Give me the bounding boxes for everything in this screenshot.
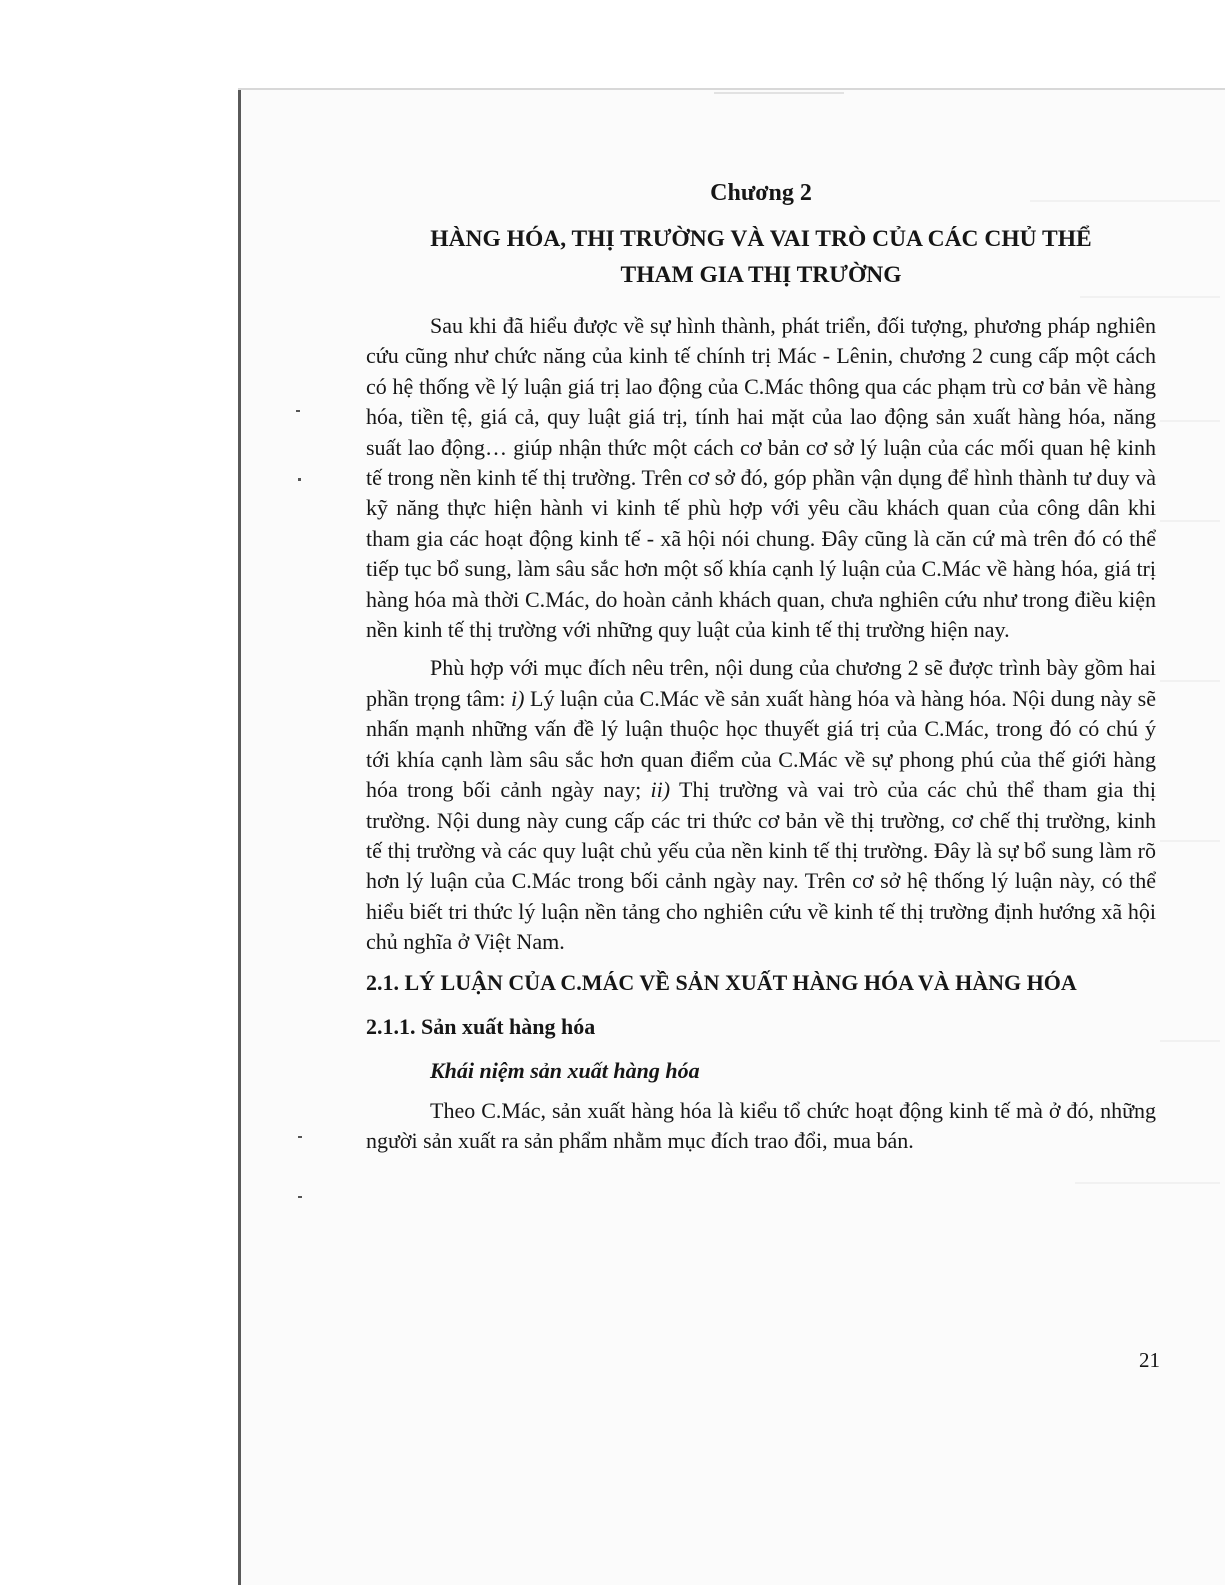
paragraph-text: Thị trường và vai trò của các chủ thể tham gia thị trường. Nội dung này cung cấp các tri thức cơ bản về thị trường, cơ chế thị trường, kinh tế thị trường và các quy luật chủ yếu của nền kinh tế thị trường. Đây là sự bổ sung làm rõ hơn lý luận của C.Mác trong bối cảnh ngày nay. Trên cơ sở hệ thống lý luận này, có thể hiểu biết tri thức lý luận nền tảng cho nghiên cứu về kinh tế thị trường định hướng xã hội chủ nghĩa ở Việt Nam. <box>366 777 1156 955</box>
scan-speck <box>298 478 301 481</box>
page-content <box>366 180 1156 1164</box>
show-through-line <box>1160 420 1220 422</box>
show-through-line <box>1075 1182 1220 1184</box>
show-through-line <box>1160 840 1220 842</box>
paragraph-text: Phù hợp với mục đích nêu trên, nội dung của chương 2 sẽ được trình bày gồm hai phần trọng tâm: <box>366 655 1156 711</box>
page-top-edge <box>238 88 1225 90</box>
show-through-line <box>1160 680 1220 682</box>
intro-paragraph: Sau khi đã hiểu được về sự hình thành, phát triển, đối tượng, phương pháp nghiên cứu cũng như chức năng của kinh tế chính trị Mác - Lênin, chương 2 cung cấp một cách có hệ thống về lý luận giá trị lao động của C.Mác thông qua các phạm trù cơ bản về hàng hóa, tiền tệ, giá cả, quy luật giá trị, tính hai mặt của lao động sản xuất hàng hóa, năng suất lao động… giúp nhận thức một cách cơ bản cơ sở lý luận của các mối quan hệ kinh tế trong nền kinh tế thị trường. Trên cơ sở đó, góp phần vận dụng để hình thành tư duy và kỹ năng thực hiện hành vi kinh tế phù hợp với yêu cầu khách quan của công dân khi tham gia các hoạt động kinh tế - xã hội nói chung. Đây cũng là căn cứ mà trên đó có thể tiếp tục bổ sung, làm sâu sắc hơn một số khía cạnh lý luận của C.Mác về hàng hóa, giá trị hàng hóa mà thời C.Mác, do hoàn cảnh khách quan, chưa nghiên cứu như trong điều kiện nền kinh tế thị trường với những quy luật của kinh tế thị trường hiện nay. <box>366 313 1156 643</box>
chapter-label: Chương 2 <box>710 180 812 206</box>
scan-speck <box>296 410 300 412</box>
show-through-line <box>1160 520 1220 522</box>
header-bleed-mark <box>714 92 844 94</box>
scan-speck <box>298 1136 302 1138</box>
chapter-title-line: HÀNG HÓA, THỊ TRƯỜNG VÀ VAI TRÒ CỦA CÁC CHỦ THỂ <box>430 226 1092 252</box>
paragraph-text: Lý luận của C.Mác về sản xuất hàng hóa và hàng hóa. Nội dung này sẽ nhấn mạnh những vấn đề lý luận thuộc học thuyết giá trị của C.Mác, trong đó có chú ý tới khía cạnh làm sâu sắc hơn quan điểm của C.Mác về sự phong phú của thế giới hàng hóa trong bối cảnh ngày nay; <box>366 685 1156 803</box>
scan-background <box>0 0 238 1585</box>
list-marker: i) <box>511 685 525 711</box>
list-marker: ii) <box>650 777 671 803</box>
show-through-line <box>1160 1040 1220 1042</box>
subsection-heading: 2.1.1. Sản xuất hàng hóa <box>366 1013 596 1039</box>
scope-paragraph <box>366 653 1156 957</box>
concept-heading: Khái niệm sản xuất hàng hóa <box>430 1057 700 1083</box>
chapter-title-line: THAM GIA THỊ TRƯỜNG <box>620 262 902 288</box>
scan-speck <box>298 1196 302 1198</box>
section-heading: 2.1. LÝ LUẬN CỦA C.MÁC VỀ SẢN XUẤT HÀNG HÓA VÀ HÀNG HÓA <box>366 969 1077 995</box>
chapter-title <box>366 221 1156 293</box>
definition-paragraph: Theo C.Mác, sản xuất hàng hóa là kiểu tổ chức hoạt động kinh tế mà ở đó, những người sản xuất ra sản phẩm nhằm mục đích trao đổi, mua bán. <box>366 1097 1156 1153</box>
page-number: 21 <box>1139 1348 1160 1372</box>
